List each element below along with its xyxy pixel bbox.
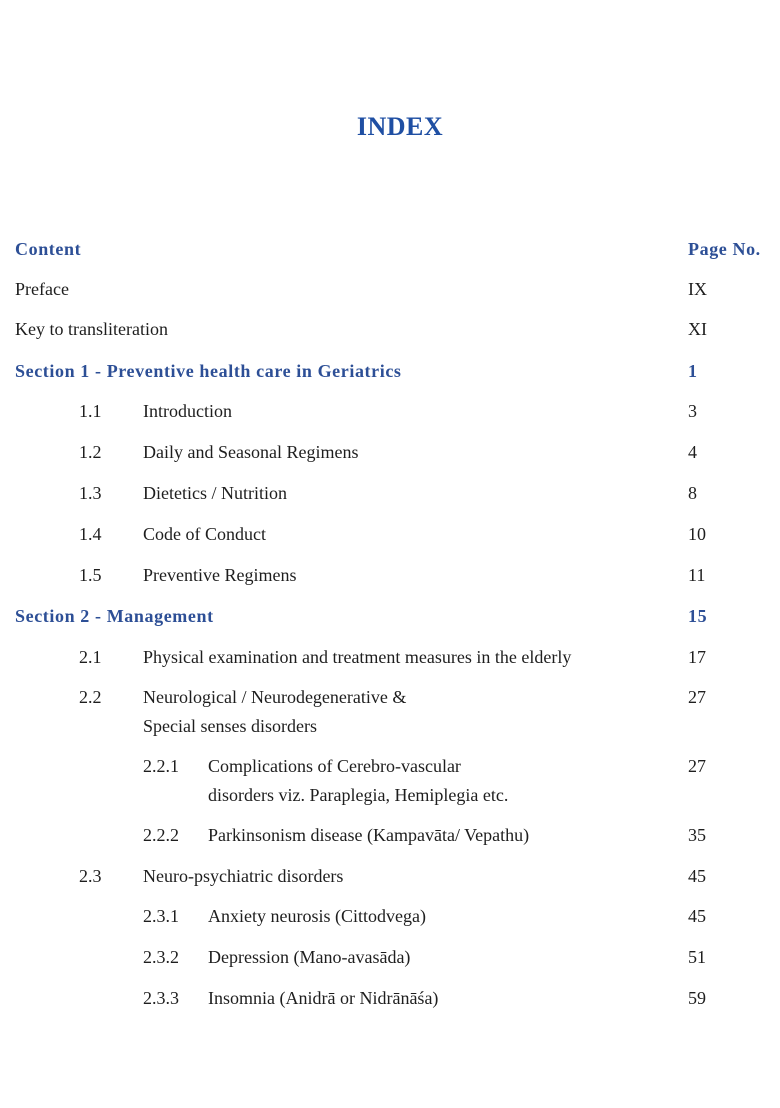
entry-label-continuation: disorders viz. Paraplegia, Hemiplegia etc.: [208, 785, 509, 805]
entry-page: 10: [688, 524, 706, 544]
entry-number: 2.3.1: [143, 906, 179, 926]
entry-page: XI: [688, 319, 707, 339]
entry-page: 35: [688, 825, 706, 845]
entry-number: 1.3: [79, 483, 102, 503]
entry-page: 27: [688, 687, 706, 707]
entry-page: 51: [688, 947, 706, 967]
content-column-header: Content: [15, 239, 82, 259]
entry-page: IX: [688, 279, 707, 299]
entry-page: 17: [688, 647, 706, 667]
section-page: 1: [688, 361, 698, 381]
entry-label: Key to transliteration: [15, 319, 168, 339]
entry-label: Depression (Mano-avasāda): [208, 947, 411, 967]
entry-label: Introduction: [143, 401, 232, 421]
entry-label: Neurological / Neurodegenerative &: [143, 687, 407, 707]
entry-number: 2.1: [79, 647, 102, 667]
entry-number: 1.1: [79, 401, 102, 421]
entry-page: 45: [688, 906, 706, 926]
entry-number: 1.2: [79, 442, 102, 462]
entry-number: 2.3.3: [143, 988, 179, 1008]
entry-page: 3: [688, 401, 697, 421]
entry-label: Preface: [15, 279, 69, 299]
entry-label: Complications of Cerebro-vascular: [208, 756, 461, 776]
entry-page: 27: [688, 756, 706, 776]
entry-label: Parkinsonism disease (Kampavāta/ Vepathu): [208, 825, 530, 845]
entry-label: Neuro-psychiatric disorders: [143, 866, 344, 886]
entry-label: Code of Conduct: [143, 524, 266, 544]
section-label: Section 1 - Preventive health care in Geriatrics: [15, 361, 402, 381]
section-label: Section 2 - Management: [15, 606, 214, 626]
entry-label: Insomnia (Anidrā or Nidrānāśa): [208, 988, 439, 1008]
entry-number: 2.2.1: [143, 756, 179, 776]
entry-page: 4: [688, 442, 697, 462]
entry-number: 2.3: [79, 866, 102, 886]
entry-label: Daily and Seasonal Regimens: [143, 442, 359, 462]
entry-label: Dietetics / Nutrition: [143, 483, 287, 503]
entry-page: 45: [688, 866, 706, 886]
entry-number: 2.3.2: [143, 947, 179, 967]
entry-label: Physical examination and treatment measures in the elderly: [143, 647, 572, 667]
entry-label-continuation: Special senses disorders: [143, 716, 317, 736]
entry-page: 8: [688, 483, 697, 503]
entry-number: 1.4: [79, 524, 102, 544]
page-title: INDEX: [356, 112, 444, 141]
entry-page: 11: [688, 565, 706, 585]
entry-number: 2.2.2: [143, 825, 179, 845]
entry-page: 59: [688, 988, 706, 1008]
entry-number: 2.2: [79, 687, 102, 707]
page-number-column-header: Page No.: [688, 239, 761, 259]
entry-label: Anxiety neurosis (Cittodvega): [208, 906, 426, 926]
entry-number: 1.5: [79, 565, 102, 585]
section-page: 15: [688, 606, 708, 626]
entry-label: Preventive Regimens: [143, 565, 297, 585]
